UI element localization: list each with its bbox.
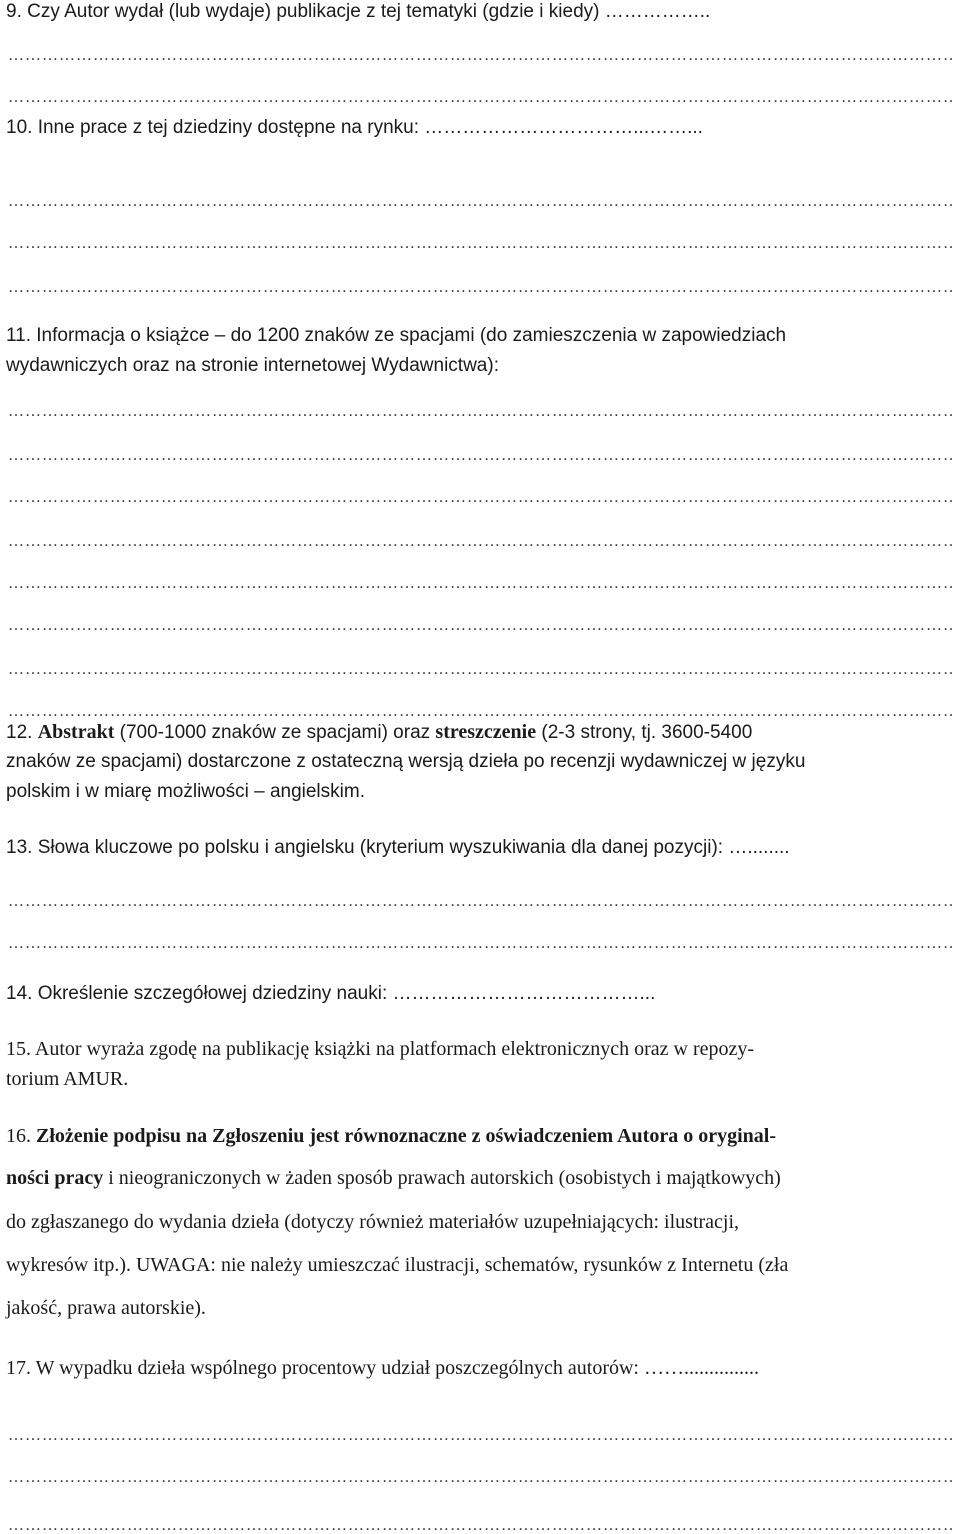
item-9: 9. Czy Autor wydał (lub wydaje) publikacje z tej tematyki (gdzie i kiedy) ……………..	[6, 1, 711, 22]
item-15-line-1: 15. Autor wyraża zgodę na publikację książki na platformach elektronicznych oraz w repozy-	[6, 1038, 755, 1060]
item-17: 17. W wypadku dzieła wspólnego procentowy udział poszczególnych autorów: ……...............	[6, 1357, 759, 1379]
item-15-line-2: torium AMUR.	[6, 1068, 129, 1090]
item-number: 12.	[6, 722, 38, 743]
item-12-line-3: polskim i w miarę możliwości – angielskim.	[6, 781, 365, 802]
answer-line[interactable]	[8, 896, 952, 906]
item-16-line-1	[6, 1124, 776, 1148]
abstract-term: Abstrakt	[37, 721, 115, 743]
answer-line[interactable]	[8, 938, 952, 948]
declaration-bold-text: Złożenie podpisu na Zgłoszeniu jest równoznaczne z oświadczeniem Autora o oryginal-	[36, 1125, 776, 1147]
answer-line[interactable]	[8, 664, 952, 674]
item-13: 13. Słowa kluczowe po polsku i angielsku (kryterium wyszukiwania dla danej pozycji): …........	[6, 837, 790, 858]
answer-line[interactable]	[8, 282, 952, 292]
answer-line[interactable]	[8, 578, 952, 588]
item-16-line-4: wykresów itp.). UWAGA: nie należy umieszczać ilustracji, schematów, rysunków z Internetu (zła	[6, 1254, 789, 1276]
answer-line[interactable]	[8, 1472, 952, 1482]
answer-line[interactable]	[8, 450, 952, 460]
item-14: 14. Określenie szczegółowej dziedziny nauki: …………………………………...	[6, 983, 656, 1004]
summary-term: streszczenie	[435, 721, 537, 743]
answer-line[interactable]	[8, 1430, 952, 1440]
item-10: 10. Inne prace z tej dziedziny dostępne na rynku: ……………………………...……...	[6, 117, 703, 138]
answer-line[interactable]	[8, 620, 952, 630]
answer-line[interactable]	[8, 1520, 952, 1530]
item-11-line-1: 11. Informacja o książce – do 1200 znaków ze spacjami (do zamieszczenia w zapowiedziach	[6, 325, 787, 346]
item-11-line-2: wydawniczych oraz na stronie internetowej Wydawnictwa):	[6, 355, 499, 376]
item-12-line-1	[6, 720, 752, 745]
answer-line[interactable]	[8, 92, 952, 102]
answer-line[interactable]	[8, 406, 952, 416]
answer-line[interactable]	[8, 492, 952, 502]
item-16-line-5: jakość, prawa autorskie).	[6, 1297, 206, 1319]
answer-line[interactable]	[8, 536, 952, 546]
item-12-text: (700-1000 znaków ze spacjami) oraz	[114, 722, 436, 743]
answer-line[interactable]	[8, 50, 952, 60]
item-16-text: i nieograniczonych w żaden sposób prawach autorskich (osobistych i majątkowych)	[103, 1167, 781, 1189]
answer-line[interactable]	[8, 238, 952, 248]
item-16-line-2	[6, 1166, 781, 1190]
item-16-line-3: do zgłaszanego do wydania dzieła (dotyczy również materiałów uzupełniających: ilustracji,	[6, 1211, 740, 1233]
declaration-bold-text: ności pracy	[6, 1167, 104, 1189]
answer-line[interactable]	[8, 196, 952, 206]
answer-line[interactable]	[8, 706, 952, 716]
item-12-line-2: znaków ze spacjami) dostarczone z ostateczną wersją dzieła po recenzji wydawniczej w języku	[6, 751, 806, 772]
item-number: 16.	[6, 1125, 36, 1147]
item-12-text: (2-3 strony, tj. 3600-5400	[536, 722, 753, 743]
